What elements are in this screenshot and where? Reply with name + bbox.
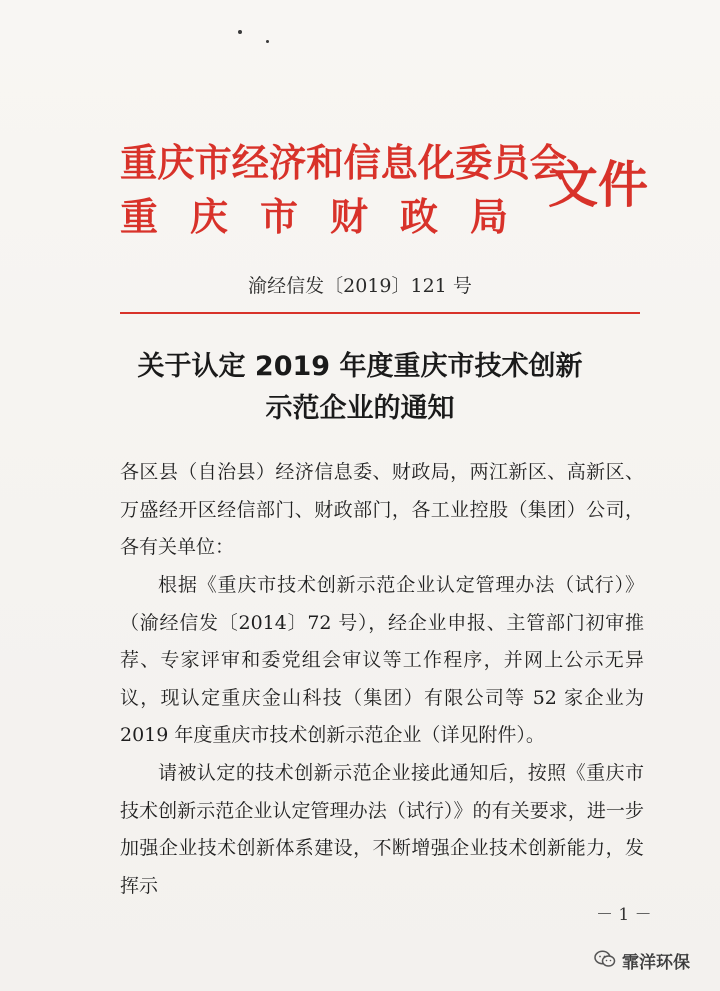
body-paragraph-2: 请被认定的技术创新示范企业接此通知后，按照《重庆市技术创新示范企业认定管理办法（试行）》的有关要求，进一步加强企业技术创新体系建设，不断增强企业技术创新能力，发挥示 [120, 762, 644, 897]
title-line-2: 示范企业的通知 [265, 393, 455, 424]
page-number: － 1 － [596, 905, 652, 925]
red-divider [120, 312, 640, 314]
issuer-line-2: 重庆市财政局 [120, 195, 541, 239]
issuer-line-1: 重庆市经济和信息化委员会 [120, 141, 567, 185]
document-number: 渝经信发〔2019〕121 号 [248, 275, 472, 297]
watermark [594, 948, 690, 973]
addressee-paragraph: 各区县（自治县）经济信息委、财政局，两江新区、高新区、万盛经开区经信部门、财政部门，各工业控股（集团）公司，各有关单位： [120, 461, 644, 558]
title-line-1: 关于认定 2019 年度重庆市技术创新 [137, 351, 583, 382]
scan-speck [238, 30, 242, 34]
scan-speck [266, 40, 269, 43]
watermark-text: 霏洋环保 [622, 953, 690, 973]
wechat-icon [594, 950, 616, 972]
document-tag: 文件 [548, 156, 648, 214]
body-paragraph-1: 根据《重庆市技术创新示范企业认定管理办法（试行）》（渝经信发〔2014〕72 号），经企业申报、主管部门初审推荐、专家评审和委党组会审议等工作程序，并网上公示无异议，现认定重庆金山科技（集团）有限公司等 52 家企业为 2019 年度重庆市技术创新示范企业（详见附件）。 [120, 574, 644, 746]
